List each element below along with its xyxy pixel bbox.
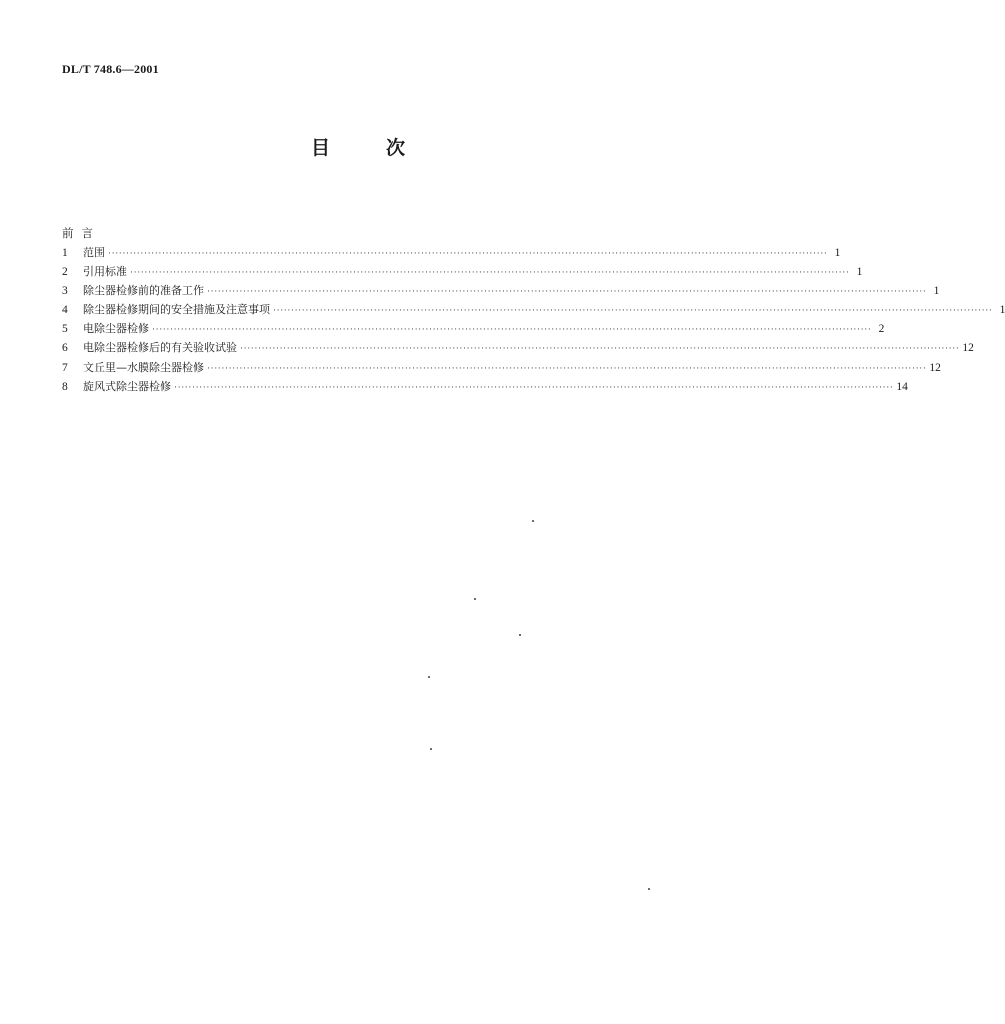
scan-speck: [519, 634, 521, 636]
page-title: [0, 133, 718, 159]
toc-leader-dots: ········································································································································································································: [108, 248, 828, 258]
toc-entry[interactable]: [62, 338, 974, 357]
toc-entry-title: 除尘器检修期间的安全措施及注意事项: [83, 303, 270, 317]
toc-entry-number: 7: [62, 361, 68, 374]
title-char-2: 次: [386, 137, 406, 159]
scan-speck: [430, 748, 432, 750]
toc-leader-dots: ········································································································································································································: [130, 267, 850, 278]
scan-speck: [648, 888, 650, 890]
toc-entry[interactable]: [62, 243, 841, 262]
standard-code: DL/T 748.6—2001: [62, 62, 159, 76]
toc-entry-number: 6: [62, 342, 68, 355]
toc-entry-number: 2: [62, 266, 68, 279]
toc-entry-title: 引用标准: [83, 265, 127, 279]
toc-entry-page: 12: [962, 342, 974, 355]
toc-entry-number: 4: [62, 304, 68, 317]
toc-entry-page: 14: [896, 380, 908, 393]
toc-entry-number: 5: [62, 323, 68, 336]
toc-entry[interactable]: [62, 358, 941, 377]
toc-leader-dots: ········································································································································································································: [152, 324, 872, 335]
toc-leader-dots: ········································································································································································································: [174, 381, 894, 392]
toc-entry-page: 1: [933, 285, 940, 298]
toc-entry-page: 2: [878, 323, 885, 336]
toc-entry[interactable]: [62, 281, 940, 300]
toc-entry-title: 旋风式除尘器检修: [83, 379, 171, 393]
toc-entry-title: 文丘里—水膜除尘器检修: [83, 360, 204, 374]
toc-leader-dots: ········································································································································································································: [240, 343, 960, 354]
table-of-contents: [62, 224, 1005, 396]
toc-entry[interactable]: [62, 262, 863, 281]
toc-entry-page: 1: [856, 266, 863, 279]
toc-entry-page: 12: [929, 361, 941, 374]
toc-entry-page: 1: [834, 247, 841, 259]
toc-entry-title: 电除尘器检修后的有关验收试验: [83, 341, 237, 355]
toc-entry-title: 除尘器检修前的准备工作: [83, 284, 204, 298]
toc-entry-title: 电除尘器检修: [83, 322, 149, 336]
toc-entry-number: 8: [62, 380, 68, 393]
toc-preface[interactable]: 前言: [62, 226, 101, 240]
scan-speck: [474, 598, 476, 600]
title-char-1: 目: [311, 137, 331, 159]
toc-leader-dots: ········································································································································································································: [207, 286, 927, 297]
toc-entry-page: 1: [999, 304, 1005, 317]
toc-entry-title: 范围: [83, 246, 105, 259]
toc-leader-dots: ········································································································································································································: [207, 362, 927, 373]
toc-entry[interactable]: [62, 319, 885, 338]
toc-entry[interactable]: [62, 377, 908, 396]
toc-entry[interactable]: [62, 300, 1005, 319]
toc-entry-number: 3: [62, 285, 68, 298]
toc-leader-dots: ········································································································································································································: [273, 305, 993, 316]
scan-speck: [532, 520, 534, 522]
scan-speck: [428, 676, 430, 678]
toc-entry-number: 1: [62, 247, 68, 259]
